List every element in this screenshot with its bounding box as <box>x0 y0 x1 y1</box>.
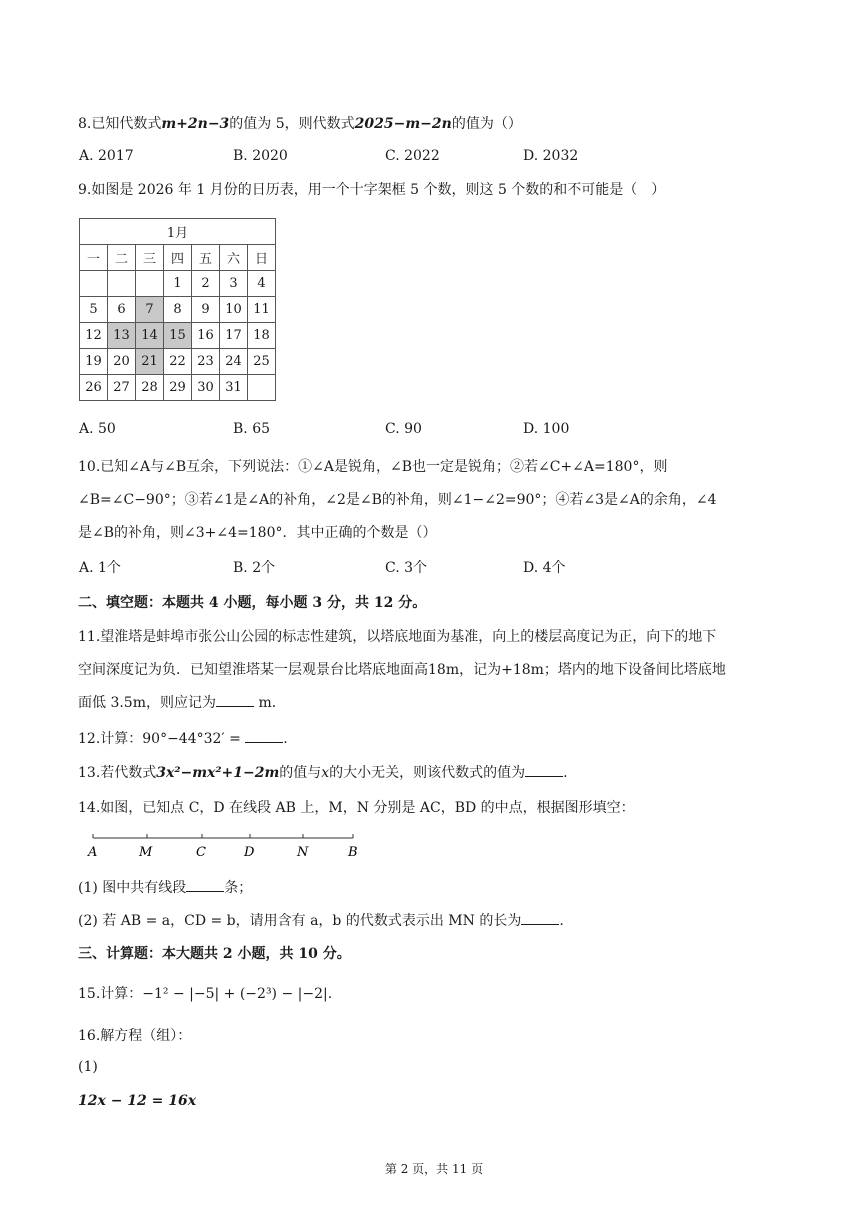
q11-line-1: 11.望淮塔是蚌埠市张公山公园的标志性建筑，以塔底地面为基准，向上的楼层高度记为正，向下的地下 <box>78 629 717 645</box>
weekday-cell: 日 <box>248 245 276 271</box>
q8-expr2: 2025−m−2n <box>354 116 452 132</box>
q8-text-post: 的值为（） <box>451 116 522 132</box>
q14-part-1-post: 条； <box>224 880 253 896</box>
q10-option-a: A. 1个 <box>79 560 121 576</box>
q13-end: . <box>563 765 568 781</box>
point-label-c: C <box>196 845 206 860</box>
date-cell: 18 <box>248 323 276 349</box>
calendar-row <box>80 271 276 297</box>
calendar-table <box>79 218 276 401</box>
date-cell <box>108 271 136 297</box>
question-12 <box>78 728 288 748</box>
date-cell: 4 <box>248 271 276 297</box>
date-cell-highlighted: 21 <box>136 349 164 375</box>
date-cell <box>248 375 276 401</box>
weekday-cell: 六 <box>220 245 248 271</box>
date-cell: 29 <box>164 375 192 401</box>
q11-line-3 <box>78 692 286 712</box>
point-label-d: D <box>244 845 255 860</box>
date-cell <box>80 271 108 297</box>
date-cell: 27 <box>108 375 136 401</box>
q10-option-c: C. 3个 <box>385 560 428 576</box>
weekday-cell: 四 <box>164 245 192 271</box>
answer-blank[interactable] <box>521 912 559 925</box>
date-cell: 6 <box>108 297 136 323</box>
weekday-cell: 三 <box>136 245 164 271</box>
q9-option-b: B. 65 <box>233 421 271 437</box>
q12-end: . <box>283 731 288 747</box>
q11-line-3-post: m． <box>254 695 286 711</box>
date-cell: 24 <box>220 349 248 375</box>
calendar-row <box>80 297 276 323</box>
q9-option-a: A. 50 <box>79 421 116 437</box>
date-cell: 1 <box>164 271 192 297</box>
answer-blank[interactable] <box>186 879 224 892</box>
date-cell: 31 <box>220 375 248 401</box>
q13-expr: 3x²−mx²+1−2m <box>156 765 280 781</box>
q16-part-1: (1) <box>78 1059 98 1075</box>
date-cell: 17 <box>220 323 248 349</box>
question-9: 9.如图是 2026 年 1 月份的日历表，用一个十字架框 5 个数，则这 5 个数的和不可能是（ ） <box>78 182 666 198</box>
date-cell: 8 <box>164 297 192 323</box>
q8-number: 8. <box>78 116 92 132</box>
date-cell-highlighted: 15 <box>164 323 192 349</box>
q12-text: 12.计算：90°−44°32′ = <box>78 731 246 747</box>
date-cell-highlighted: 14 <box>136 323 164 349</box>
q10-line-1: 10.已知∠A与∠B互余，下列说法：①∠A是锐角，∠B也一定是锐角；②若∠C+∠A=180°，则 <box>78 459 668 475</box>
q11-line-3-pre: 面低 3.5m，则应记为 <box>78 695 216 711</box>
q8-text-mid: 的值为 5，则代数式 <box>229 116 355 132</box>
q9-option-c: C. 90 <box>385 421 422 437</box>
q13-text-pre: 13.若代数式 <box>78 765 157 781</box>
date-cell: 25 <box>248 349 276 375</box>
weekday-cell: 五 <box>192 245 220 271</box>
answer-blank[interactable] <box>525 764 563 777</box>
q14-part-1 <box>78 877 252 897</box>
date-cell: 19 <box>80 349 108 375</box>
answer-blank[interactable] <box>216 694 254 707</box>
q8-option-c: C. 2022 <box>385 148 440 164</box>
q8-expr1: m+2n−3 <box>161 116 230 132</box>
q10-line-2: ∠B=∠C−90°；③若∠1是∠A的补角，∠2是∠B的补角，则∠1−∠2=90°；④若∠3是∠A的余角，∠4 <box>78 492 717 508</box>
q14-part-2 <box>78 910 564 930</box>
q13-text-mid: 的值与 <box>279 765 322 781</box>
date-cell: 23 <box>192 349 220 375</box>
weekday-cell: 一 <box>80 245 108 271</box>
date-cell: 12 <box>80 323 108 349</box>
question-8 <box>78 113 522 133</box>
date-cell: 22 <box>164 349 192 375</box>
point-label-n: N <box>297 845 309 860</box>
q10-line-3: 是∠B的补角，则∠3+∠4=180°．其中正确的个数是（） <box>78 525 437 541</box>
q8-option-b: B. 2020 <box>233 148 288 164</box>
calendar-row <box>80 375 276 401</box>
question-14: 14.如图，已知点 C，D 在线段 AB 上，M，N 分别是 AC，BD 的中点，根据图形填空： <box>78 800 635 816</box>
date-cell-highlighted: 13 <box>108 323 136 349</box>
q13-var: x <box>321 765 330 781</box>
date-cell: 10 <box>220 297 248 323</box>
q13-text-post: 的大小无关，则该代数式的值为 <box>329 765 526 781</box>
q16-equation: 12x − 12 = 16x <box>78 1093 197 1109</box>
weekday-cell: 二 <box>108 245 136 271</box>
date-cell: 3 <box>220 271 248 297</box>
point-label-m: M <box>139 845 153 860</box>
q10-option-b: B. 2个 <box>233 560 276 576</box>
date-cell: 28 <box>136 375 164 401</box>
q14-part-1-pre: (1) 图中共有线段 <box>78 880 187 896</box>
q8-text-pre: 已知代数式 <box>91 116 162 132</box>
date-cell: 30 <box>192 375 220 401</box>
date-cell: 5 <box>80 297 108 323</box>
q14-part-2-post: . <box>559 913 564 929</box>
calendar-row <box>80 349 276 375</box>
calendar-weekday-row <box>80 245 276 271</box>
q11-line-2: 空间深度记为负．已知望淮塔某一层观景台比塔底地面高18m，记为+18m；塔内的地下设备间比塔底地 <box>78 662 726 678</box>
q10-option-d: D. 4个 <box>523 560 566 576</box>
question-15: 15.计算：−1² − |−5| + (−2³) − |−2|. <box>78 986 333 1002</box>
date-cell: 9 <box>192 297 220 323</box>
date-cell: 11 <box>248 297 276 323</box>
question-16-title: 16.解方程（组）： <box>78 1028 192 1044</box>
q8-option-d: D. 2032 <box>523 148 579 164</box>
segment-diagram <box>78 828 378 862</box>
answer-blank[interactable] <box>245 730 283 743</box>
q14-part-2-pre: (2) 若 AB = a，CD = b，请用含有 a，b 的代数式表示出 MN 的长为 <box>78 913 522 929</box>
calendar-title: 1月 <box>80 219 276 245</box>
calendar-row <box>80 323 276 349</box>
q9-option-d: D. 100 <box>523 421 570 437</box>
date-cell-highlighted: 7 <box>136 297 164 323</box>
date-cell <box>136 271 164 297</box>
section-3-heading: 三、计算题：本大题共 2 小题，共 10 分。 <box>78 946 351 962</box>
date-cell: 16 <box>192 323 220 349</box>
point-label-a: A <box>88 845 98 860</box>
question-13 <box>78 762 568 782</box>
date-cell: 26 <box>80 375 108 401</box>
date-cell: 20 <box>108 349 136 375</box>
date-cell: 2 <box>192 271 220 297</box>
page-footer: 第 2 页，共 11 页 <box>384 1162 484 1176</box>
point-label-b: B <box>348 845 358 860</box>
section-2-heading: 二、填空题：本题共 4 小题，每小题 3 分，共 12 分。 <box>78 595 427 611</box>
q8-option-a: A. 2017 <box>79 148 134 164</box>
